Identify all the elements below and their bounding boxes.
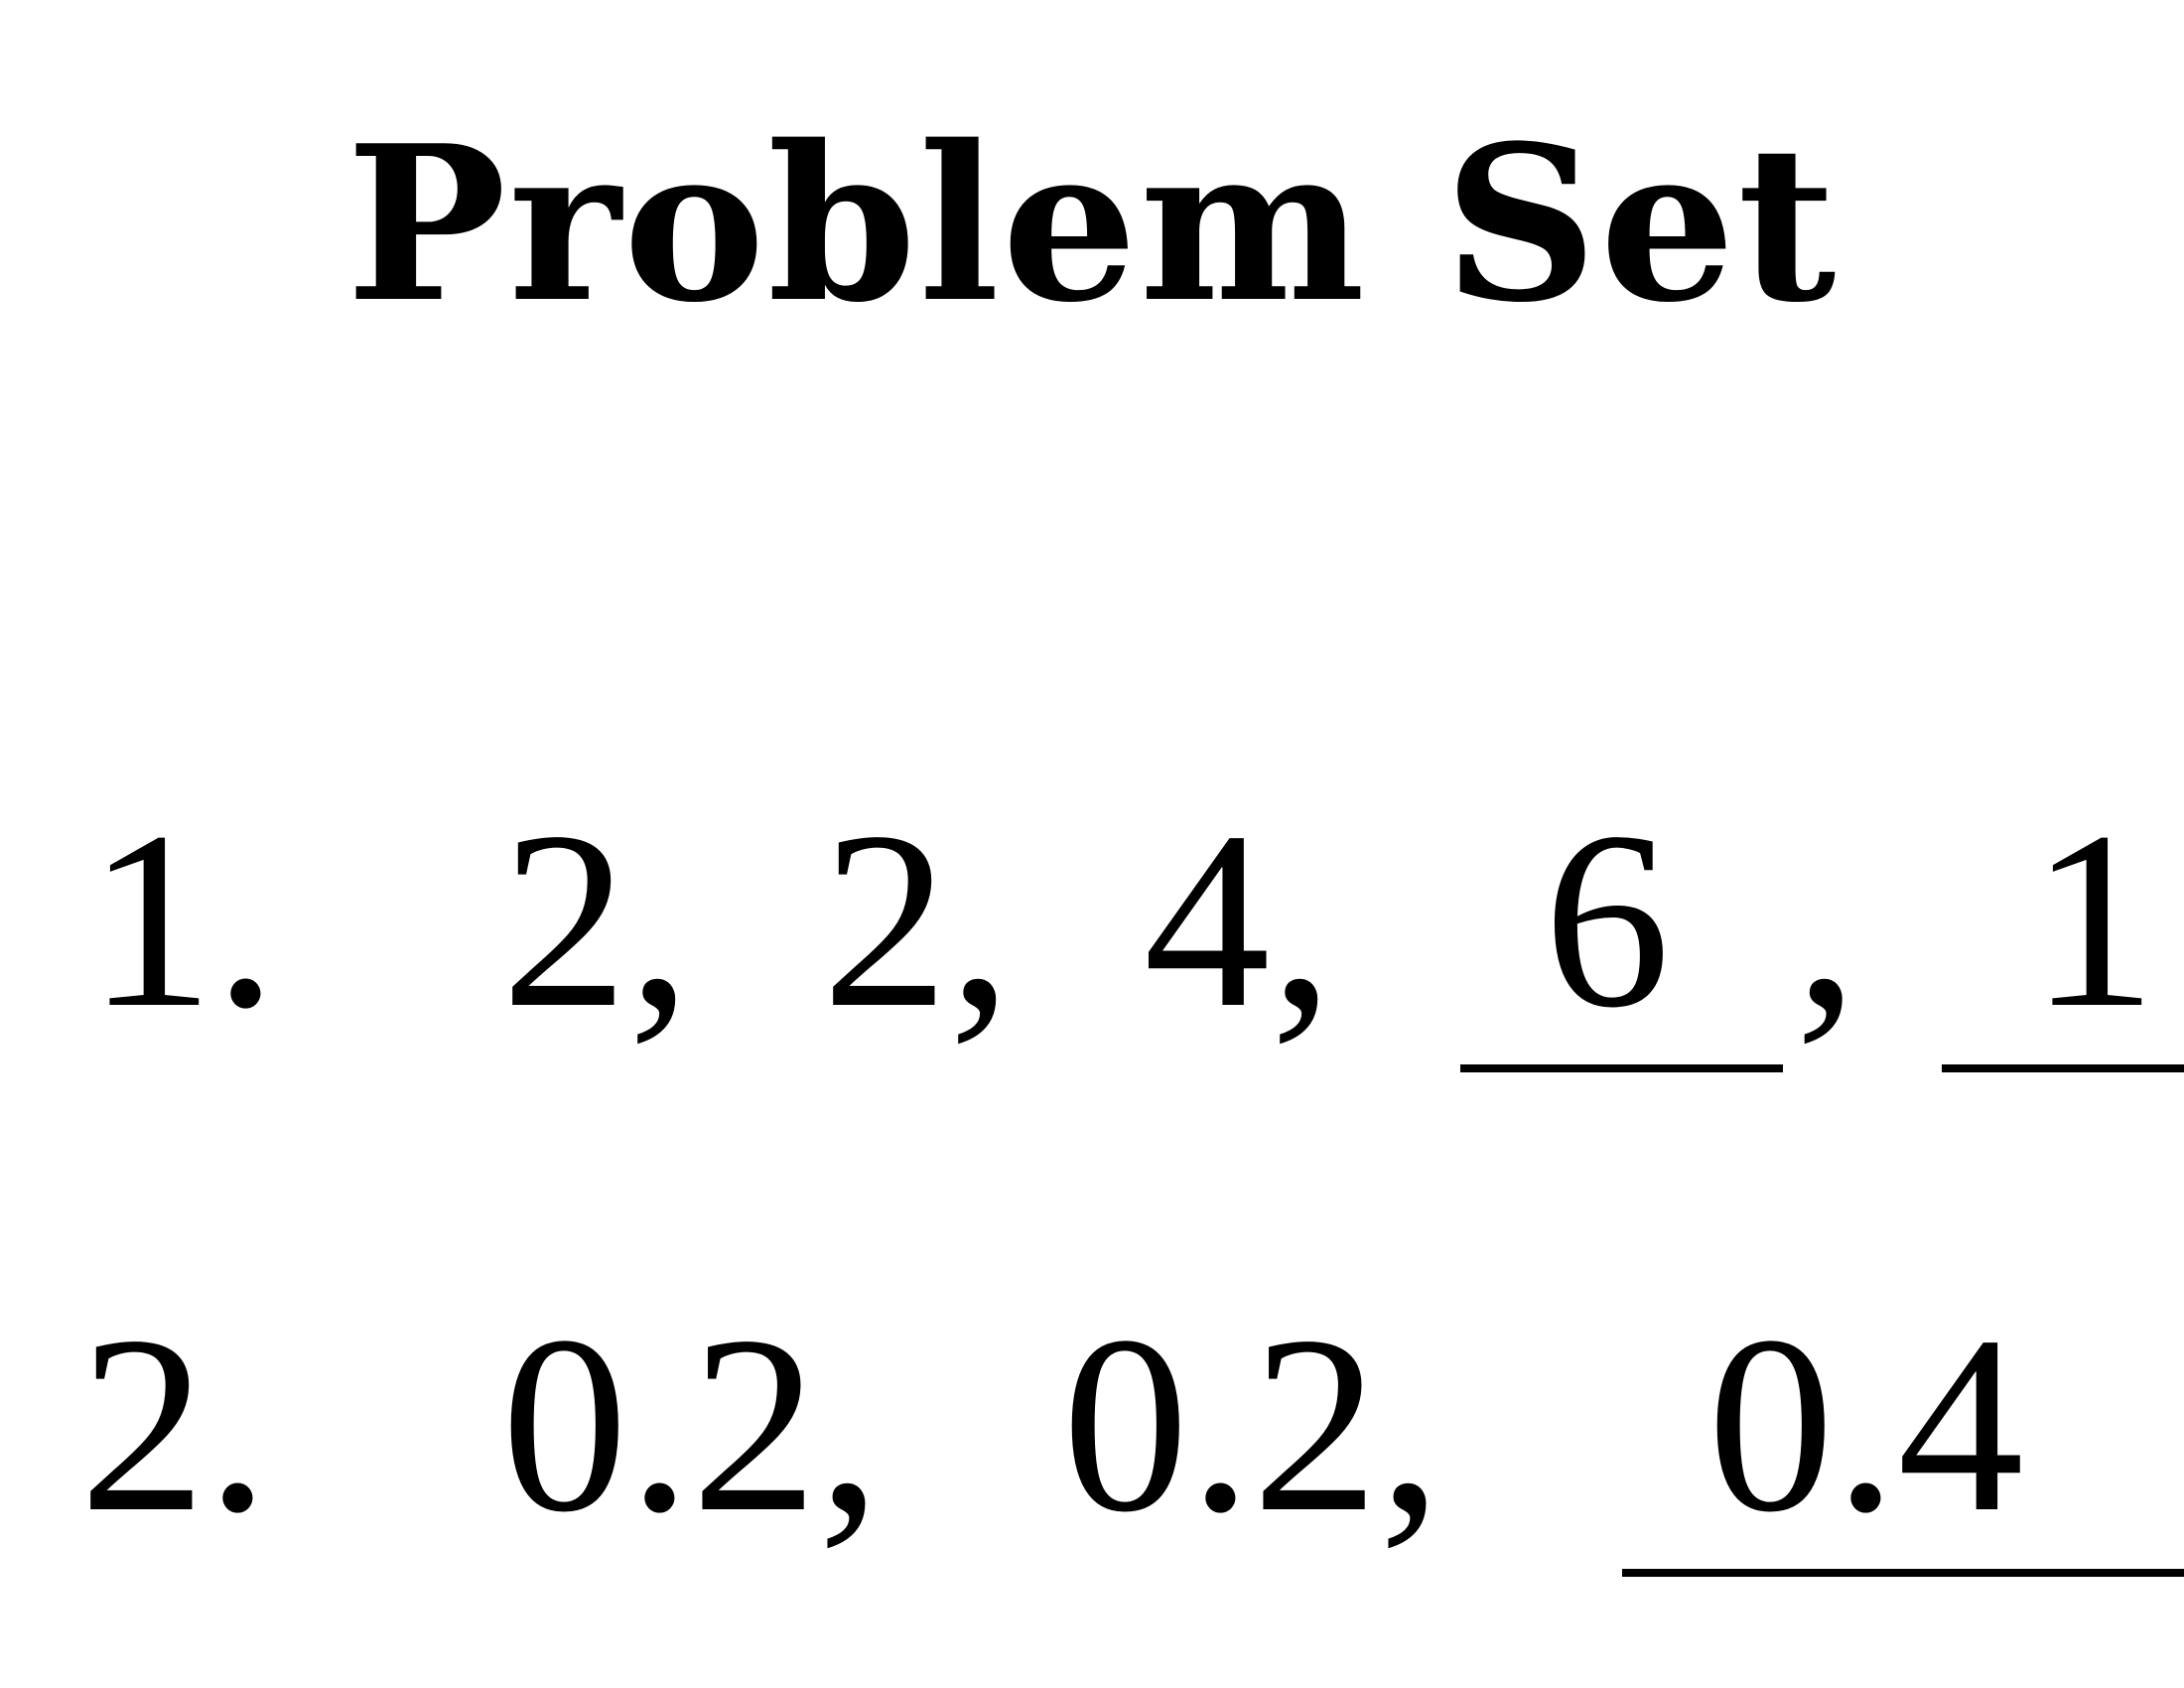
- problem-2: [0, 1285, 2184, 1565]
- problem-number: 1.: [87, 780, 278, 1060]
- sequence-term: 4,: [1144, 780, 1334, 1060]
- answer-blank-value: 6: [1544, 780, 1671, 1060]
- sequence-term: 0.2,: [1062, 1285, 1442, 1565]
- problem-number: 2.: [79, 1285, 270, 1565]
- answer-blank-value: 0.4: [1707, 1285, 2024, 1565]
- sequence-term: 2,: [822, 780, 1013, 1060]
- sequence-term: 0.2,: [501, 1285, 882, 1565]
- sequence-separator: ,: [1795, 780, 1858, 1060]
- answer-blank-line: [1460, 1064, 1783, 1072]
- page-title: Problem Set: [345, 98, 1839, 350]
- answer-blank-value: 1: [2030, 780, 2157, 1060]
- answer-blank-line: [1622, 1569, 2184, 1577]
- problem-1: [0, 780, 2184, 1060]
- answer-blank-line: [1942, 1064, 2184, 1072]
- sequence-term: 2,: [501, 780, 692, 1060]
